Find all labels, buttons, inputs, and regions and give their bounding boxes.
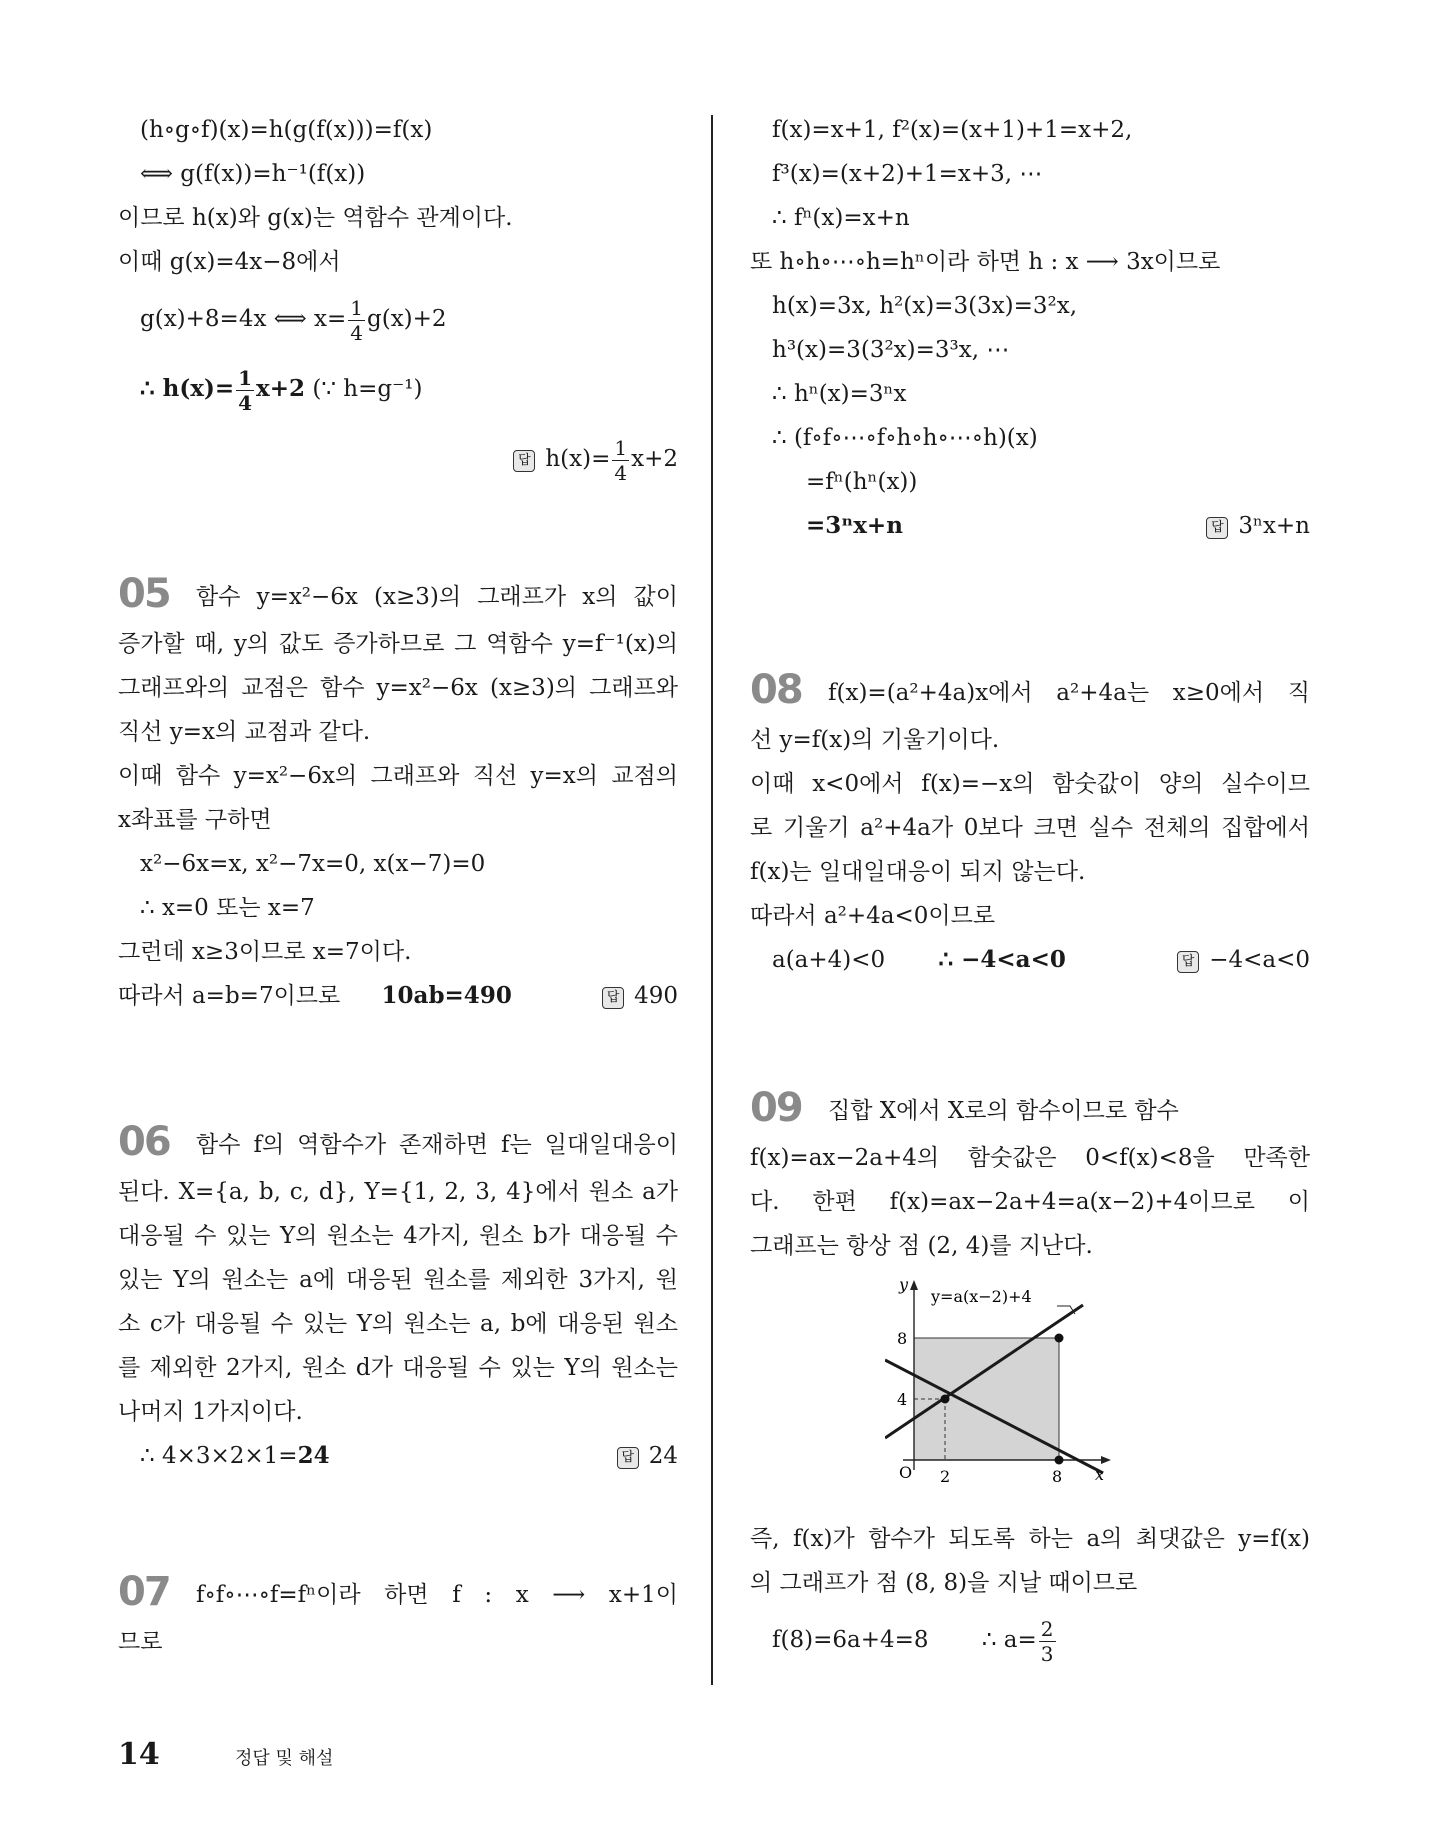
y-tick-4: 4	[897, 1390, 908, 1409]
text-line: =fⁿ(hⁿ(x))	[806, 469, 918, 495]
fraction	[348, 295, 365, 345]
text-part: ∴ a=	[981, 1627, 1037, 1653]
problem-first-line	[118, 1570, 678, 1620]
fraction	[1039, 1616, 1056, 1666]
text-line: ∴ x=0 또는 x=7	[140, 895, 315, 921]
text-part: ∴ 4×3×2×1=	[140, 1443, 298, 1469]
problem-number: 09	[750, 1085, 802, 1131]
text-line: (h∘g∘f)(x)=h(g(f(x)))=f(x)	[140, 117, 433, 143]
answer-text: 3ⁿx+n	[1238, 513, 1310, 539]
text-part: a(a+4)<0	[772, 947, 886, 973]
text-line: 된다. X={a, b, c, d}, Y={1, 2, 3, 4}에서 원소 a가	[118, 1179, 678, 1205]
problem-number: 06	[118, 1119, 170, 1165]
problem-first-line	[750, 1086, 1310, 1136]
point-8-8	[1055, 1334, 1064, 1343]
answer-text: x+2	[631, 446, 678, 472]
text-line	[118, 1434, 678, 1478]
answer-line	[1177, 938, 1310, 982]
text-line: 소 c가 대응될 수 있는 Y의 원소는 a, b에 대응된 원소	[118, 1311, 678, 1337]
denominator: 4	[350, 320, 363, 345]
answer-icon: 답	[1206, 517, 1228, 539]
answer-line	[118, 424, 678, 494]
answer-text: 24	[648, 1443, 678, 1469]
problem-number: 07	[118, 1569, 170, 1615]
origin-label: O	[899, 1463, 913, 1482]
text-line: 즉, f(x)가 함수가 되도록 하는 a의 최댓값은 y=f(x)	[750, 1526, 1310, 1552]
text-line: ∴ hⁿ(x)=3ⁿx	[772, 381, 907, 407]
answer-text: h(x)=	[545, 446, 611, 472]
footer-label: 정답 및 해설	[235, 1748, 334, 1769]
text-line: 또 h∘h∘⋯∘h=hⁿ이라 하면 h : x ⟶ 3x이므로	[750, 249, 1221, 275]
problem-first-line	[118, 572, 678, 622]
y-axis-arrow	[910, 1280, 918, 1290]
text-line: 함수 f의 역함수가 존재하면 f는 일대일대응이	[196, 1132, 678, 1158]
text-line: 집합 X에서 X로의 함수이므로 함수	[828, 1098, 1179, 1124]
answer-icon: 답	[617, 1447, 639, 1469]
result-part: 10ab=490	[381, 982, 512, 1009]
text-line: f(x)=(a²+4a)x에서 a²+4a는 x≥0에서 직	[828, 680, 1310, 706]
text-line: 이때 x<0에서 f(x)=−x의 함숫값이 양의 실수이므	[750, 771, 1310, 797]
text-line: x좌표를 구하면	[118, 807, 272, 833]
result-part: =3ⁿx+n	[806, 512, 903, 539]
result-part: ∴ h(x)=	[140, 375, 235, 402]
reason-note: (∵ h=g⁻¹)	[312, 376, 423, 402]
text-line: f∘f∘⋯∘f=fⁿ이라 하면 f : x ⟶ x+1이	[196, 1582, 678, 1608]
left-column	[118, 108, 678, 1664]
answer-text: −4<a<0	[1209, 947, 1310, 973]
text-line: ⟺ g(f(x))=h⁻¹(f(x))	[140, 161, 366, 187]
text-line	[118, 974, 678, 1018]
text-line: f(x)는 일대일대응이 되지 않는다.	[750, 859, 1086, 885]
text-line: 나머지 1가지이다.	[118, 1399, 303, 1425]
text-line: 다. 한편 f(x)=ax−2a+4=a(x−2)+4이므로 이	[750, 1189, 1310, 1215]
denominator: 3	[1040, 1641, 1054, 1666]
problem-08	[750, 668, 1310, 982]
line-label: y=a(x−2)+4	[931, 1287, 1032, 1306]
fraction	[612, 435, 629, 485]
text-line: ∴ (f∘f∘⋯∘f∘h∘h∘⋯∘h)(x)	[772, 425, 1038, 451]
text-line	[750, 938, 1310, 982]
text-line: 선 y=f(x)의 기울기이다.	[750, 727, 1000, 753]
text-line: x²−6x=x, x²−7x=0, x(x−7)=0	[140, 851, 486, 877]
x-axis-label: x	[1095, 1465, 1105, 1484]
intro-solution	[118, 108, 678, 494]
problem-05	[118, 572, 678, 1018]
problem-09	[750, 1086, 1310, 1675]
text-line: 그래프와의 교점은 함수 y=x²−6x (x≥3)의 그래프와	[118, 675, 678, 701]
denominator: 4	[238, 390, 253, 415]
text-line: 직선 y=x의 교점과 같다.	[118, 719, 371, 745]
answer-icon: 답	[513, 450, 535, 472]
column-divider	[711, 115, 713, 1685]
answer-line	[617, 1434, 678, 1478]
numerator: 1	[238, 365, 253, 390]
text-part: f(8)=6a+4=8	[772, 1627, 929, 1653]
answer-line	[602, 974, 678, 1018]
point-2-4	[941, 1395, 950, 1404]
problem-06	[118, 1120, 678, 1478]
text-line: 함수 y=x²−6x (x≥3)의 그래프가 x의 값이	[196, 584, 678, 610]
text-line: f(x)=x+1, f²(x)=(x+1)+1=x+2,	[772, 117, 1133, 143]
text-line: 의 그래프가 점 (8, 8)을 지날 때이므로	[750, 1570, 1138, 1596]
text-line: 그래프는 항상 점 (2, 4)를 지난다.	[750, 1233, 1093, 1259]
numerator: 2	[1040, 1616, 1054, 1641]
formula-part: g(x)+8=4x ⟺ x=	[140, 306, 347, 332]
problem-number: 08	[750, 667, 802, 713]
fraction	[236, 365, 254, 415]
text-line	[750, 504, 1310, 548]
numerator: 1	[614, 435, 628, 460]
text-line	[118, 354, 678, 424]
problem-07-continued	[750, 108, 1310, 548]
text-line: 그런데 x≥3이므로 x=7이다.	[118, 939, 412, 965]
text-line: 로 기울기 a²+4a가 0보다 크면 실수 전체의 집합에서	[750, 815, 1310, 841]
text-line: 므로	[118, 1629, 163, 1655]
formula-part	[382, 983, 512, 1009]
text-line: h(x)=3x, h²(x)=3(3x)=3²x,	[772, 293, 1078, 319]
point-8-0	[1055, 1456, 1064, 1465]
text-line: 증가할 때, y의 값도 증가하므로 그 역함수 y=f⁻¹(x)의	[118, 631, 678, 657]
y-axis-label: y	[899, 1278, 909, 1294]
x-tick-8: 8	[1052, 1467, 1063, 1486]
text-line: 있는 Y의 원소는 a에 대응된 원소를 제외한 3가지, 원	[118, 1267, 678, 1293]
text-line: 이때 함수 y=x²−6x의 그래프와 직선 y=x의 교점의	[118, 763, 678, 789]
text-line: 따라서 a²+4a<0이므로	[750, 903, 996, 929]
answer-icon: 답	[1177, 951, 1199, 973]
text-line: 이므로 h(x)와 g(x)는 역함수 관계이다.	[118, 205, 513, 231]
y-tick-8: 8	[897, 1329, 908, 1348]
problem-07	[118, 1570, 678, 1664]
text-line: ∴ fⁿ(x)=x+n	[772, 205, 910, 231]
right-column	[750, 108, 1310, 1675]
x-tick-2: 2	[940, 1467, 951, 1486]
text-line: f(x)=ax−2a+4의 함숫값은 0<f(x)<8을 만족한	[750, 1145, 1310, 1171]
text-line: 대응될 수 있는 Y의 원소는 4가지, 원소 b가 대응될 수	[118, 1223, 678, 1249]
problem-first-line	[750, 668, 1310, 718]
result-part: 24	[297, 1442, 330, 1469]
denominator: 4	[614, 460, 628, 485]
answer-line	[1206, 504, 1310, 548]
function-graph	[885, 1278, 1115, 1503]
page-number: 14	[118, 1737, 160, 1772]
text-line	[118, 284, 678, 354]
numerator: 1	[350, 295, 363, 320]
answer-text: 490	[634, 983, 678, 1009]
text-line: h³(x)=3(3²x)=3³x, ⋯	[772, 337, 1010, 363]
text-line: 이때 g(x)=4x−8에서	[118, 249, 341, 275]
answer-icon: 답	[602, 987, 624, 1009]
result-part: ∴ −4<a<0	[938, 946, 1066, 973]
problem-number: 05	[118, 571, 170, 617]
result-part: x+2	[256, 375, 306, 402]
problem-first-line	[118, 1120, 678, 1170]
formula-part: g(x)+2	[367, 306, 447, 332]
text-line	[750, 1605, 1310, 1675]
text-line: 를 제외한 2가지, 원소 d가 대응될 수 있는 Y의 원소는	[118, 1355, 678, 1381]
text-part: 따라서 a=b=7이므로	[118, 983, 341, 1009]
text-line: f³(x)=(x+2)+1=x+3, ⋯	[772, 161, 1043, 187]
x-axis-arrow	[1101, 1456, 1111, 1464]
